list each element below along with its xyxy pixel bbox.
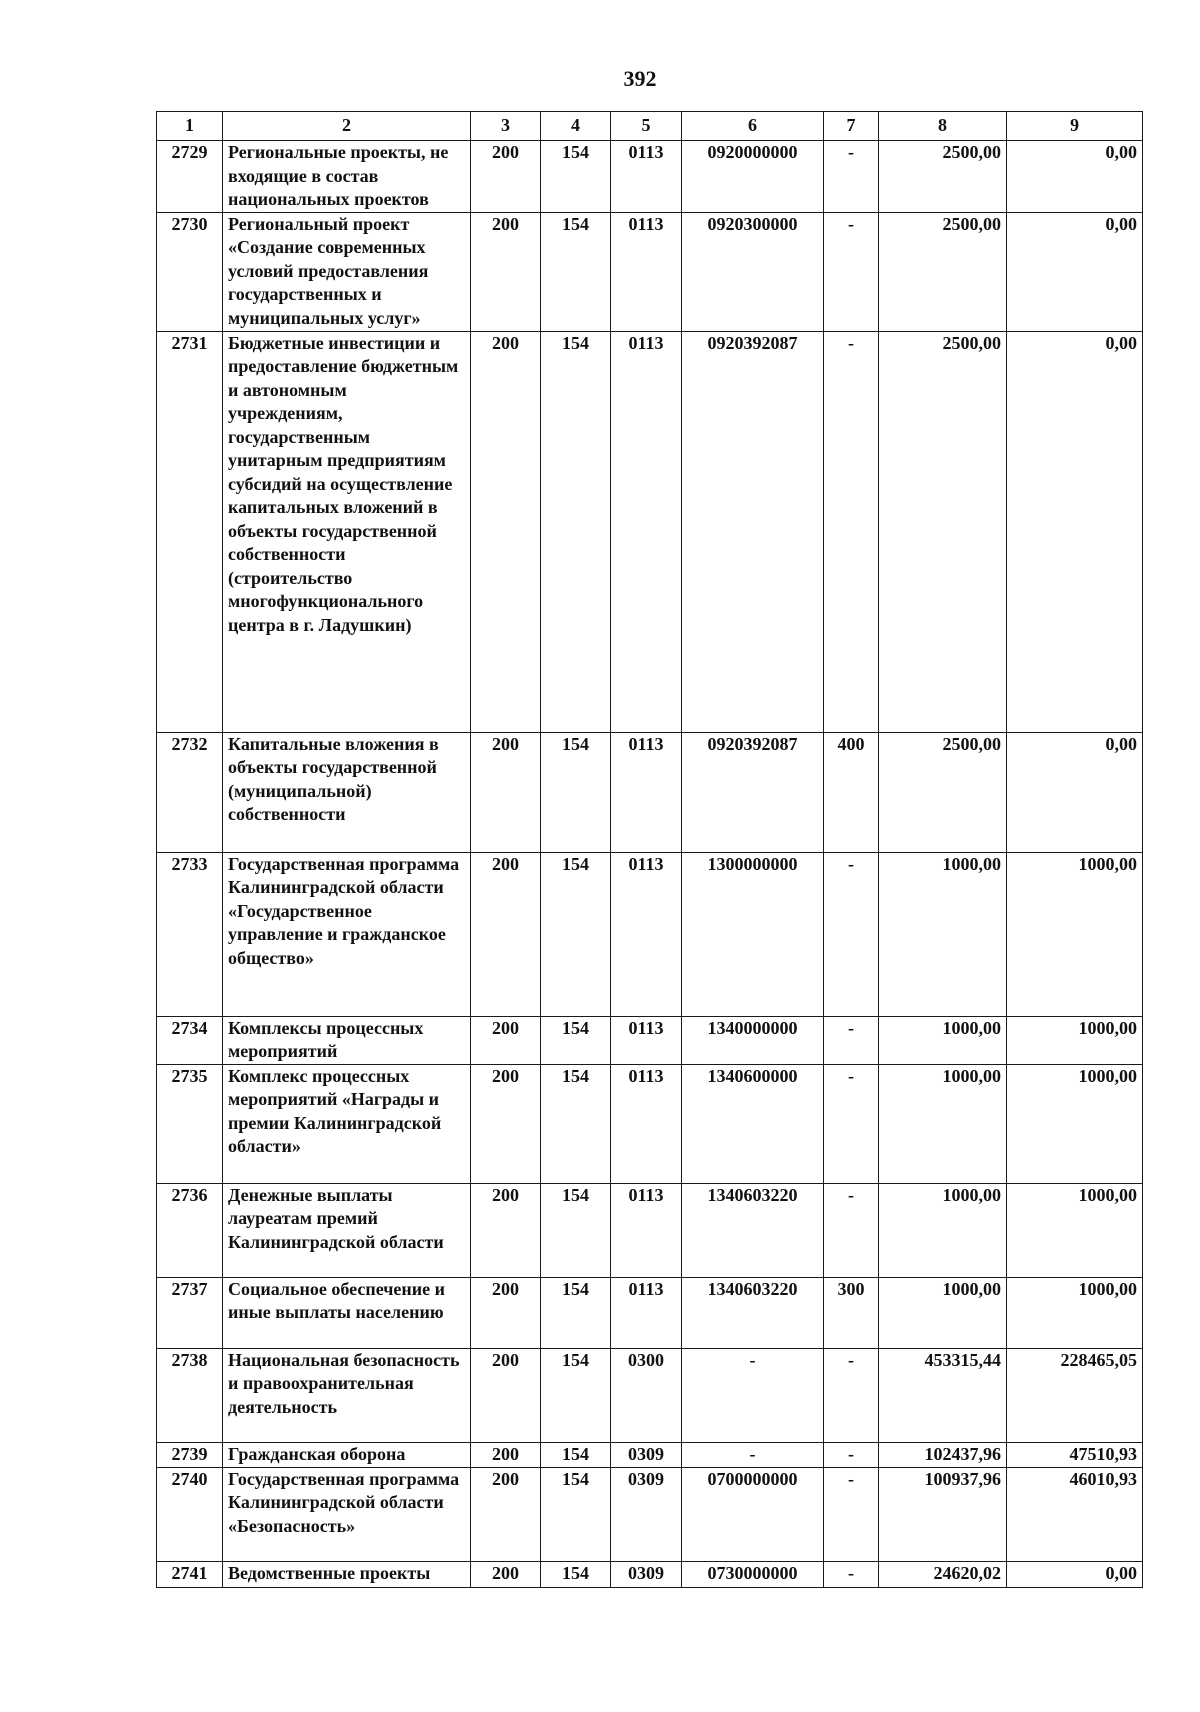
col8-amount: 102437,96	[879, 1442, 1007, 1467]
col9-amount: 0,00	[1007, 732, 1143, 852]
col6-cell: -	[682, 1442, 824, 1467]
col4-cell: 154	[541, 331, 611, 732]
col3-cell: 200	[471, 1183, 541, 1277]
table-row	[157, 212, 1143, 331]
col3-cell: 200	[471, 1016, 541, 1064]
col7-cell: 400	[824, 732, 879, 852]
table-row	[157, 331, 1143, 732]
row-number: 2739	[157, 1442, 223, 1467]
header-cell: 4	[541, 112, 611, 141]
col4-cell: 154	[541, 732, 611, 852]
row-number: 2729	[157, 141, 223, 213]
col8-amount: 2500,00	[879, 212, 1007, 331]
col4-cell: 154	[541, 1183, 611, 1277]
col3-cell: 200	[471, 1064, 541, 1183]
col8-amount: 1000,00	[879, 852, 1007, 1016]
col4-cell: 154	[541, 1277, 611, 1348]
row-name: Региональный проект «Создание современных условий предоставления государственных и муниципальных услуг»	[223, 212, 471, 331]
header-cell: 2	[223, 112, 471, 141]
col8-amount: 1000,00	[879, 1183, 1007, 1277]
header-cell: 6	[682, 112, 824, 141]
col3-cell: 200	[471, 1467, 541, 1561]
col3-cell: 200	[471, 1277, 541, 1348]
col9-amount: 1000,00	[1007, 1277, 1143, 1348]
row-name: Комплекс процессных мероприятий «Награды и премии Калининградской области»	[223, 1064, 471, 1183]
table-row	[157, 141, 1143, 213]
col5-cell: 0113	[611, 1064, 682, 1183]
col6-cell: 0920392087	[682, 732, 824, 852]
col3-cell: 200	[471, 1348, 541, 1442]
col6-cell: 1340600000	[682, 1064, 824, 1183]
col5-cell: 0113	[611, 1016, 682, 1064]
col7-cell: -	[824, 1348, 879, 1442]
header-cell: 3	[471, 112, 541, 141]
row-name: Ведомственные проекты	[223, 1561, 471, 1587]
row-number: 2740	[157, 1467, 223, 1561]
row-name: Гражданская оборона	[223, 1442, 471, 1467]
col9-amount: 1000,00	[1007, 1016, 1143, 1064]
table-row	[157, 1277, 1143, 1348]
col5-cell: 0113	[611, 1277, 682, 1348]
row-name: Государственная программа Калининградской области «Государственное управление и гражданское общество»	[223, 852, 471, 1016]
row-name: Денежные выплаты лауреатам премий Калининградской области	[223, 1183, 471, 1277]
row-name: Государственная программа Калининградской области «Безопасность»	[223, 1467, 471, 1561]
col6-cell: 0920000000	[682, 141, 824, 213]
budget-table	[156, 111, 1143, 1588]
table-row	[157, 1016, 1143, 1064]
table-row	[157, 1442, 1143, 1467]
header-row	[157, 112, 1143, 141]
col8-amount: 1000,00	[879, 1277, 1007, 1348]
row-number: 2733	[157, 852, 223, 1016]
col8-amount: 1000,00	[879, 1064, 1007, 1183]
col6-cell: 0700000000	[682, 1467, 824, 1561]
col6-cell: 1340000000	[682, 1016, 824, 1064]
col5-cell: 0300	[611, 1348, 682, 1442]
col9-amount: 1000,00	[1007, 852, 1143, 1016]
col7-cell: 300	[824, 1277, 879, 1348]
col8-amount: 2500,00	[879, 732, 1007, 852]
header-cell: 8	[879, 112, 1007, 141]
row-number: 2732	[157, 732, 223, 852]
col4-cell: 154	[541, 141, 611, 213]
row-name: Капитальные вложения в объекты государственной (муниципальной) собственности	[223, 732, 471, 852]
col6-cell: 0920300000	[682, 212, 824, 331]
page-number: 392	[623, 66, 657, 91]
table-row	[157, 1183, 1143, 1277]
row-number: 2737	[157, 1277, 223, 1348]
col7-cell: -	[824, 1183, 879, 1277]
col9-amount: 1000,00	[1007, 1183, 1143, 1277]
header-cell: 5	[611, 112, 682, 141]
header-cell: 1	[157, 112, 223, 141]
col8-amount: 2500,00	[879, 331, 1007, 732]
col3-cell: 200	[471, 732, 541, 852]
col4-cell: 154	[541, 1467, 611, 1561]
row-name: Бюджетные инвестиции и предоставление бюджетным и автономным учреждениям, государственным унитарным предприятиям субсидий на осуществление капитальных вложений в объекты государственной собственности (строительство многофункционального центра в г. Ладушкин)	[223, 331, 471, 732]
col8-amount: 24620,02	[879, 1561, 1007, 1587]
col7-cell: -	[824, 1561, 879, 1587]
table-row	[157, 732, 1143, 852]
table-row	[157, 852, 1143, 1016]
col5-cell: 0113	[611, 732, 682, 852]
col9-amount: 1000,00	[1007, 1064, 1143, 1183]
col5-cell: 0113	[611, 212, 682, 331]
col6-cell: -	[682, 1348, 824, 1442]
col4-cell: 154	[541, 1064, 611, 1183]
col7-cell: -	[824, 212, 879, 331]
col7-cell: -	[824, 331, 879, 732]
col9-amount: 228465,05	[1007, 1348, 1143, 1442]
col9-amount: 46010,93	[1007, 1467, 1143, 1561]
row-number: 2738	[157, 1348, 223, 1442]
col4-cell: 154	[541, 1561, 611, 1587]
col4-cell: 154	[541, 1442, 611, 1467]
col6-cell: 0730000000	[682, 1561, 824, 1587]
col3-cell: 200	[471, 1442, 541, 1467]
col5-cell: 0309	[611, 1467, 682, 1561]
col3-cell: 200	[471, 852, 541, 1016]
table-row	[157, 1561, 1143, 1587]
col9-amount: 0,00	[1007, 331, 1143, 732]
col5-cell: 0113	[611, 141, 682, 213]
row-name: Региональные проекты, не входящие в состав национальных проектов	[223, 141, 471, 213]
col3-cell: 200	[471, 212, 541, 331]
row-number: 2736	[157, 1183, 223, 1277]
row-name: Комплексы процессных мероприятий	[223, 1016, 471, 1064]
col4-cell: 154	[541, 1016, 611, 1064]
col5-cell: 0113	[611, 331, 682, 732]
col6-cell: 1340603220	[682, 1183, 824, 1277]
table-row	[157, 1348, 1143, 1442]
col5-cell: 0309	[611, 1442, 682, 1467]
col7-cell: -	[824, 1016, 879, 1064]
row-number: 2741	[157, 1561, 223, 1587]
col3-cell: 200	[471, 331, 541, 732]
header-cell: 7	[824, 112, 879, 141]
col8-amount: 453315,44	[879, 1348, 1007, 1442]
col4-cell: 154	[541, 1348, 611, 1442]
col6-cell: 0920392087	[682, 331, 824, 732]
col9-amount: 47510,93	[1007, 1442, 1143, 1467]
row-number: 2735	[157, 1064, 223, 1183]
row-number: 2731	[157, 331, 223, 732]
col7-cell: -	[824, 852, 879, 1016]
col4-cell: 154	[541, 212, 611, 331]
col4-cell: 154	[541, 852, 611, 1016]
col5-cell: 0309	[611, 1561, 682, 1587]
row-name: Социальное обеспечение и иные выплаты населению	[223, 1277, 471, 1348]
col9-amount: 0,00	[1007, 212, 1143, 331]
row-name: Национальная безопасность и правоохранительная деятельность	[223, 1348, 471, 1442]
col3-cell: 200	[471, 1561, 541, 1587]
col7-cell: -	[824, 1064, 879, 1183]
col7-cell: -	[824, 141, 879, 213]
col3-cell: 200	[471, 141, 541, 213]
col8-amount: 1000,00	[879, 1016, 1007, 1064]
row-number: 2734	[157, 1016, 223, 1064]
header-cell: 9	[1007, 112, 1143, 141]
col5-cell: 0113	[611, 852, 682, 1016]
table-row	[157, 1467, 1143, 1561]
col8-amount: 100937,96	[879, 1467, 1007, 1561]
row-number: 2730	[157, 212, 223, 331]
col6-cell: 1300000000	[682, 852, 824, 1016]
col7-cell: -	[824, 1467, 879, 1561]
col6-cell: 1340603220	[682, 1277, 824, 1348]
table-row	[157, 1064, 1143, 1183]
col9-amount: 0,00	[1007, 141, 1143, 213]
col5-cell: 0113	[611, 1183, 682, 1277]
col7-cell: -	[824, 1442, 879, 1467]
col8-amount: 2500,00	[879, 141, 1007, 213]
col9-amount: 0,00	[1007, 1561, 1143, 1587]
